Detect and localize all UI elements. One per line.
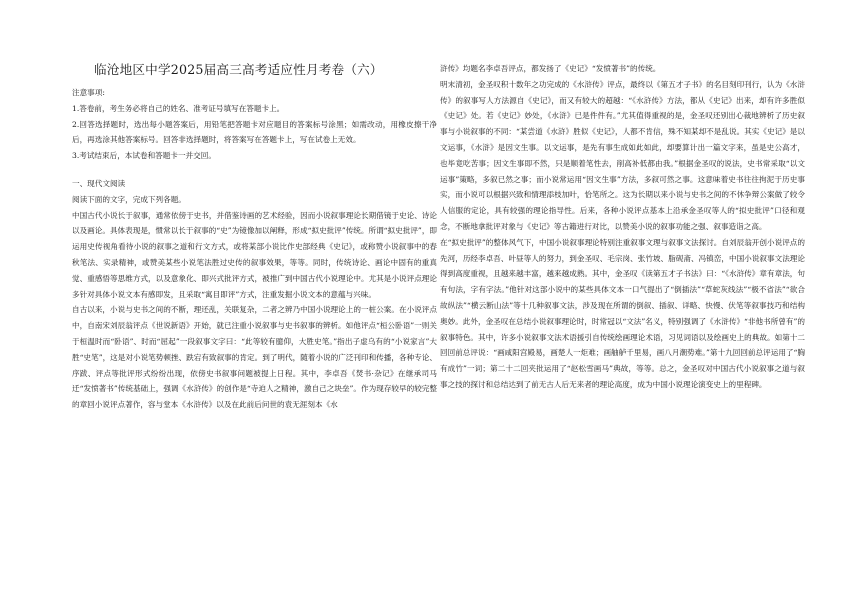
passage-paragraph: 明末清初，金圣叹积十数年之功完成的《水浒传》评点，最终以《第五才子书》的名目刻印刊行，认为《水浒传》的叙事写人方法源自《史记》，而又有较大的超越：“《水浒传》方法，都从《史记》出来，却有许多胜似《史记》处。若《史记》妙处，《水浒》已是件件有。”尤其值得重视的是，金圣叹还别出心裁地辨析了历史叙事与小说叙事的不同：“某尝道《水浒》胜似《史记》，人都不肯信，殊不知某却不是乱说。其实《史记》是以文运事，《水浒》是因文生事。以文运事，是先有事生成如此如此，却要算计出一篇文字来，虽是史公高才，也毕竟吃苦事；因文生事即不然，只是顺着笔性去，削高补低都由我。”根据金圣叹的说法，史书常采取“以文运事”策略，多叙已然之事；而小说常运用“因文生事”方法，多叙可然之事。这意味着史书往往拘泥于历史事实，而小说可以根据兴致和情理添枝加叶，恰笔所之。这为长期以来小说与史书之间的不休争辩公案做了较令人信服的定论，具有较强的理论指导性。后来，各种小说评点基本上沿承金圣叹等人的“拟史批评”口径和观念，不断地拿批评对象与《史记》等古籍进行对比，以赞美小说的叙事功能之强、叙事造诣之高。 [440,79,805,231]
note-item: 2.回答选择题时，选出每小题答案后，用铅笔把答题卡对应题目的答案标号涂黑；如需改动，用橡皮擦干净后，再选涂其他答案标号。回答非选择题时，将答案写在答题卡上，写在试卷上无效。 [72,119,437,145]
left-column [72,58,437,413]
passage-paragraph: 自古以来，小说与史书之间的不断，理还乱，关联复杂，二者之辨乃中国小说理论上的一桩公案。在小说评点中，自南宋刘辰翁评点《世说新语》开始，就已注重小说叙事与史书叙事的辨析。如他评点“桓公卧语”一则关于桓温时而“卧语”、时而“屈起”一段叙事文字曰：“此等较有臆仰，大胜史笔。”指出子虚乌有的“小说家言”大胜“史笔”，这是对小说笔势顿挫、跌宕有致叙事的肯定。到了明代，随着小说的广泛刊印和传播，各种专论、序跋、评点等批评形式纷纷出现，依傍史书叙事问题被提上日程。其中，李卓吾《焚书·杂记》在继承司马迁“发愤著书”传统基础上，强调《水浒传》的创作是“寺迫人之精神，激自己之块垒”。作为现存较早的较完整的章回小说评点著作，容与堂本《水浒传》以及在此前后问世的袁无涯刻本《水 [72,305,437,410]
section-instruction: 阅读下面的文字，完成下列各题。 [72,194,186,204]
right-column [440,61,805,393]
passage-paragraph: 浒传》均题名李卓吾评点，都发扬了《史记》“发愤著书”的传统。 [440,64,661,73]
passage-paragraph: 中国古代小说长于叙事，通常依傍于史书，并借鉴诗画的艺术经验，因而小说叙事理论长期借镜于史论、诗论以及画论。具体表现是，惯常以长于叙事的“史”为镜像加以阐释，形成“拟史批评”传统。所谓“拟史批评”，即运用史传视角看待小说的叙事之道和行文方式，或将某部小说比作史部经典《史记》，或称赞小说叙事中的春秋笔法、实录精神，或赞美某些小说笔法胜过史传的叙事效果，等等。同时，传统诗论、画论中固有的重真觉、重感悟等思维方式，以及意象化、即兴式批评方式，被推广到中国古代小说理论中。尤其是小说评点理论多针对具体小说文本有感即发，且采取“寓目即评”方式，注重发掘小说文本的意蕴与兴味。 [72,210,438,299]
exam-title: 临沧地区中学2025届高三高考适应性月考卷（六） [94,62,383,77]
notes-heading: 注意事项: [72,88,105,97]
passage-paragraph: 在“拟史批评”的整体风气下，中国小说叙事理论特别注重叙事文理与叙事文法探讨。自刘辰翁开创小说评点的先河，历经李卓吾、叶昼等人的努力，到金圣叹、毛宗岗、张竹坡、脂砚斋、冯镇峦，中国小说叙事文法理论得到高度重视，且越来越丰富，越来越成熟。其中，金圣叹《读第五才子书法》曰：“《水浒传》章有章法，句有句法，字有字法。”他针对这部小说中的某些具体文本一口气提出了“倒插法”“草蛇灰线法”“极不省法”“欲合故纵法”“横云断山法”等十几种叙事文法，涉及现在所谓的倒叙、插叙、详略、快慢、伏笔等叙事技巧和结构奥妙。此外，金圣叹在总结小说叙事理论时，时常冠以“文法”名义，特别强调了《水浒传》“非他书所曾有”的叙事特色。其中，许多小说叙事文法术语援引自传统绘画理论术语，习见词语以及绘画史上的典故。如第十二回回前总评说：“画咸阳宫殿易，画楚人一炬难；画舳舻千里易，画八月潮势难。”第十九回回前总评运用了“胸有成竹”一词；第二十二回夹批运用了“赵松雪画马”典故，等等。总之，金圣叹对中国古代小说叙事之道与叙事之技的探讨和总结达到了前无古人后无来者的理论高度，成为中国小说理论演变史上的里程碑。 [440,237,805,389]
section-spacer [72,164,437,176]
section-heading: 一、现代文阅读 [72,178,126,188]
note-item: 3.考试结束后，本试卷和答题卡一并交回。 [72,151,216,161]
note-item: 1.答卷前，考生务必将自己的姓名、准考证号填写在答题卡上。 [72,103,285,113]
